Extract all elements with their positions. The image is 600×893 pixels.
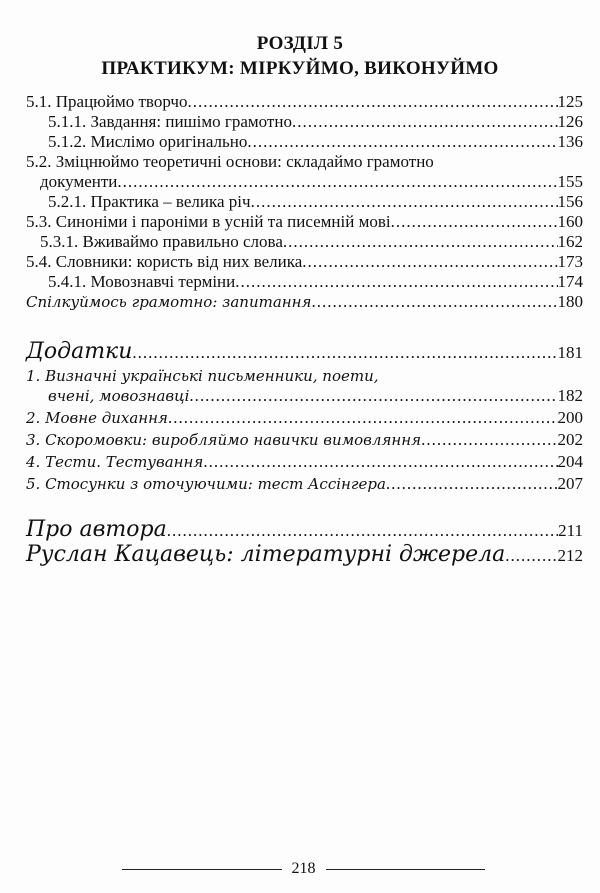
dot-leader: [132, 343, 557, 363]
entry-text: 5.4. Словники: користь від них велика: [26, 252, 303, 271]
chapter-label: РОЗДІЛ 5: [256, 33, 344, 54]
dot-leader: [386, 474, 558, 494]
appendix-entry[interactable]: [26, 474, 583, 494]
toc-entry[interactable]: [26, 92, 583, 112]
entry-text: 4. Тести. Тестування: [26, 453, 204, 471]
toc-entry[interactable]: [40, 172, 583, 192]
toc-entry[interactable]: [48, 132, 583, 152]
entry-text: 5.2. Зміцнюймо теоретичні основи: складаймо грамотно: [26, 152, 434, 171]
entry-text: 5.3. Синоніми і пароніми в усній та писемній мові: [26, 212, 391, 231]
page-footer: [122, 860, 485, 878]
entry-page: 202: [557, 430, 583, 449]
chapter-title: ПРАКТИКУМ: МІРКУЙМО, ВИКОНУЙМО: [101, 58, 499, 79]
appendix-entry[interactable]: [26, 408, 583, 428]
dot-leader: [421, 430, 557, 450]
entry-page: 200: [557, 408, 583, 427]
entry-page: 156: [557, 192, 583, 211]
entry-page: 160: [557, 212, 583, 231]
toc-entry[interactable]: [48, 192, 583, 212]
dot-leader: [187, 92, 557, 112]
entry-text: Руслан Кацавець: літературні джерела: [26, 542, 506, 567]
toc-entry[interactable]: [40, 232, 583, 252]
entry-text: 2. Мовне дихання: [26, 409, 168, 427]
entry-page: 162: [557, 232, 583, 251]
entry-text: 5.1.2. Мислімо оригінально: [48, 132, 248, 151]
entry-text: 5. Стосунки з оточуючими: тест Ассінгера: [26, 475, 386, 493]
dot-leader: [251, 192, 558, 212]
entry-text: Спілкуймось грамотно: запитання: [26, 293, 312, 311]
entry-page: 136: [557, 132, 583, 151]
sources-entry[interactable]: [26, 542, 583, 567]
entry-page: 211: [558, 521, 583, 540]
entry-page: 126: [557, 112, 583, 131]
entry-page: 125: [557, 92, 583, 111]
dot-leader: [203, 452, 557, 472]
dot-leader: [505, 546, 557, 566]
entry-page: 207: [557, 474, 583, 493]
entry-page: 173: [557, 252, 583, 271]
toc-entry[interactable]: [48, 112, 583, 132]
toc-entry[interactable]: [26, 292, 583, 312]
appendix-entry[interactable]: [26, 452, 583, 472]
entry-page: 155: [557, 172, 583, 191]
entry-page: 180: [557, 292, 583, 311]
appendix-entry[interactable]: [48, 386, 583, 406]
toc-entry[interactable]: [26, 252, 583, 272]
toc-entry[interactable]: [48, 272, 583, 292]
dot-leader: [292, 112, 558, 132]
dot-leader: [168, 408, 558, 428]
dot-leader: [117, 172, 557, 192]
dot-leader: [302, 252, 557, 272]
page-number: 218: [291, 860, 316, 877]
dot-leader: [189, 386, 557, 406]
entry-text: 5.2.1. Практика – велика річ: [48, 192, 251, 211]
footer-rule: [122, 869, 282, 870]
entry-page: 212: [557, 546, 583, 565]
entry-text: вчені, мовознавці: [48, 387, 190, 405]
appendix-entry[interactable]: [26, 430, 583, 450]
dot-leader: [235, 272, 557, 292]
entry-text: Додатки: [26, 339, 133, 364]
entry-text: 5.1. Працюймо творчо: [26, 92, 188, 111]
entry-text: 5.4.1. Мовознавчі терміни: [48, 272, 236, 291]
entry-text: документи: [40, 172, 118, 191]
appendix-heading[interactable]: [26, 339, 583, 364]
appendix-entry[interactable]: [26, 366, 583, 386]
dot-leader: [283, 232, 558, 252]
entry-text: 1. Визначні українські письменники, поети,: [26, 367, 379, 385]
entry-page: 181: [557, 343, 583, 362]
entry-page: 204: [557, 452, 583, 471]
about-author-entry[interactable]: [26, 517, 583, 542]
entry-text: Про автора: [26, 517, 167, 542]
entry-page: 182: [557, 386, 583, 405]
entry-text: 5.3.1. Вживаймо правильно слова: [40, 232, 283, 251]
dot-leader: [391, 212, 558, 232]
dot-leader: [311, 292, 557, 312]
footer-rule: [326, 869, 486, 870]
entry-page: 174: [557, 272, 583, 291]
dot-leader: [247, 132, 557, 152]
entry-text: 5.1.1. Завдання: пишімо грамотно: [48, 112, 292, 131]
entry-text: 3. Скоромовки: виробляймо навички вимовляння: [26, 431, 422, 449]
toc-entry[interactable]: [26, 212, 583, 232]
dot-leader: [167, 521, 558, 541]
toc-entry[interactable]: [26, 152, 583, 172]
